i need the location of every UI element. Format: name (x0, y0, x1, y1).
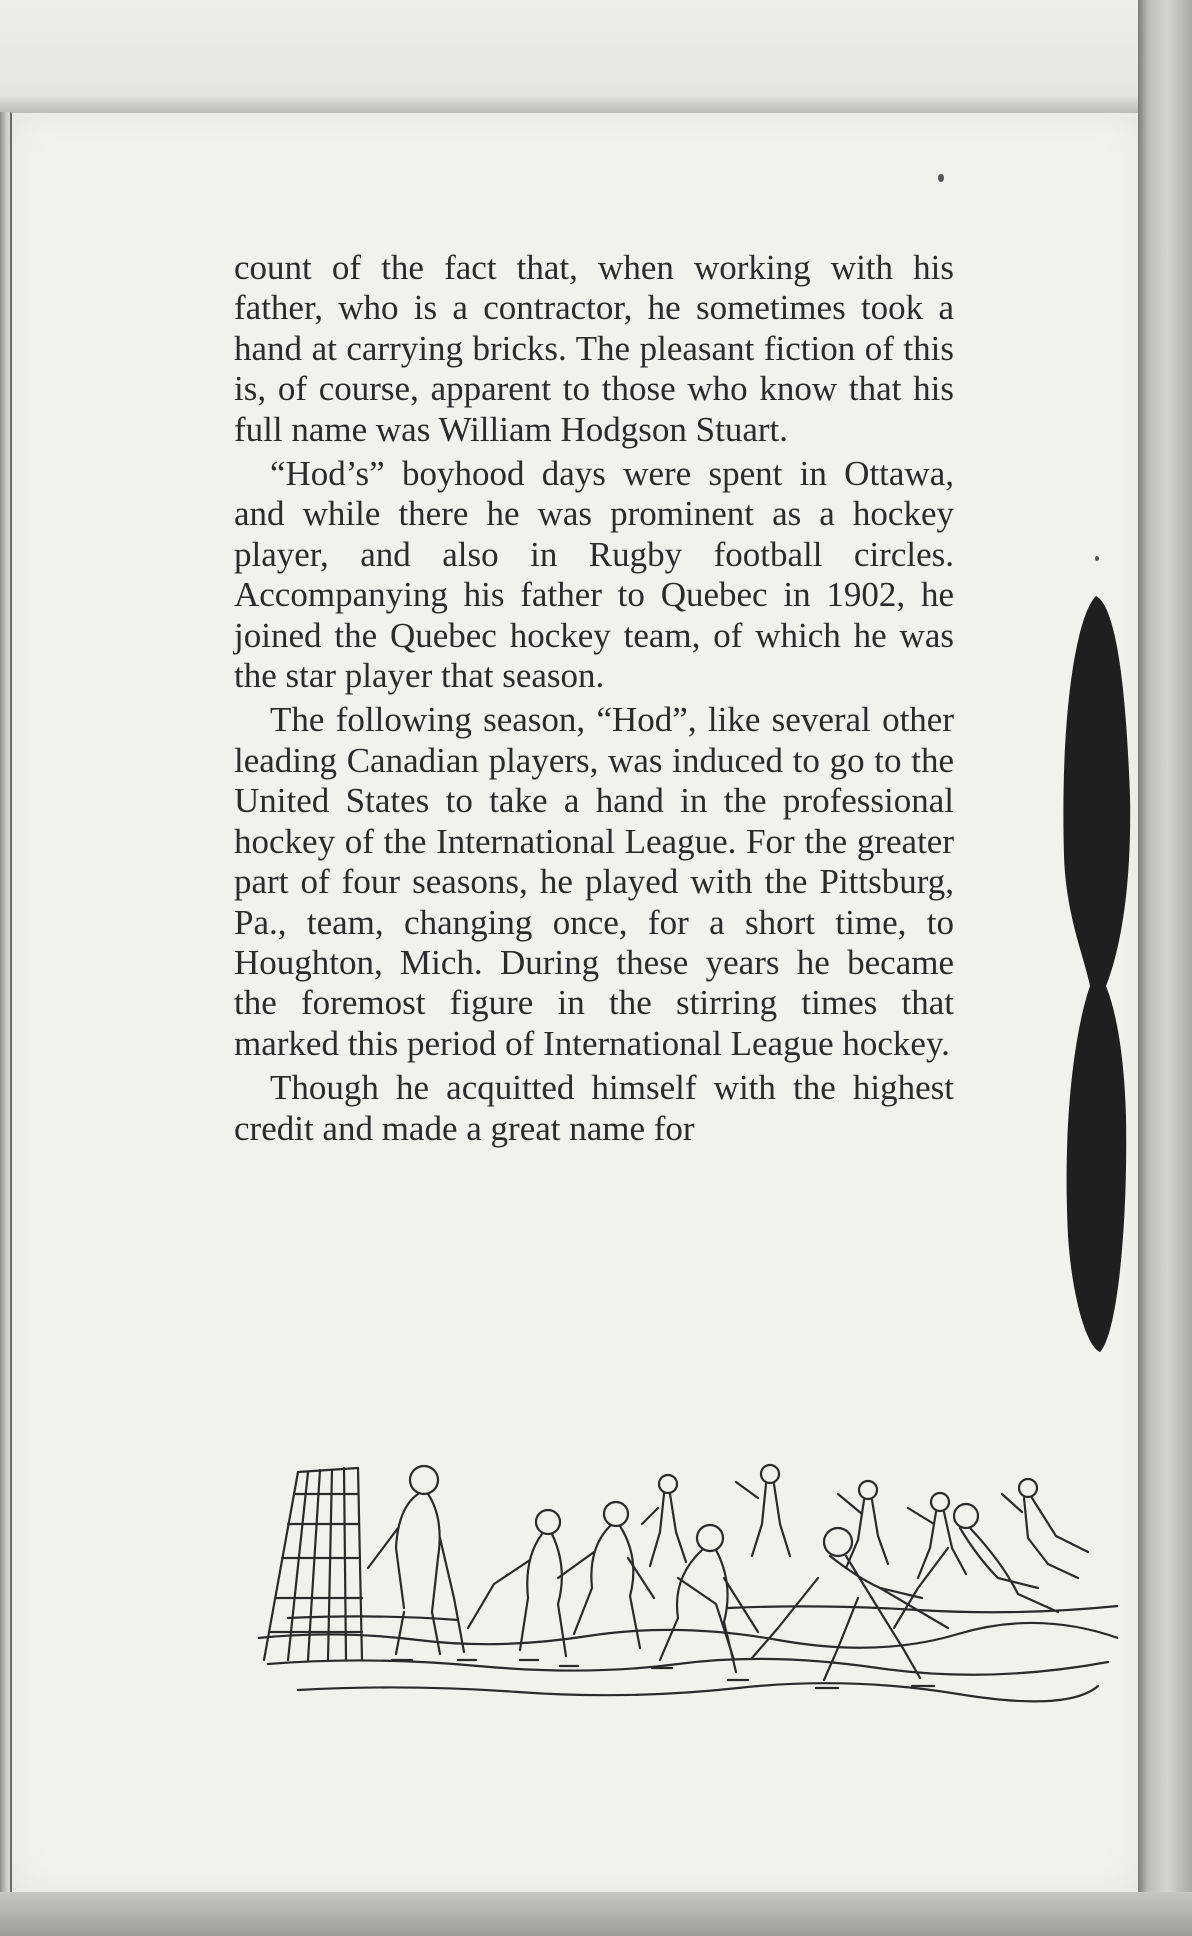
top-page-edge (0, 0, 1192, 112)
paragraph-3: The following season, “Hod”, like several other leading Canadian players, was induced to go to the United States to take a hand in the professional hockey of the International League. For the greater part of four seasons, he played with the Pittsburg, Pa., team, changing once, for a short time, to Houghton, Mich. During these years he became the foremost figure in the stirring times that marked this period of International League hockey. (234, 700, 954, 1063)
dust-speck (1095, 556, 1099, 561)
binding-tape-mark (1056, 596, 1136, 1356)
body-text (234, 248, 954, 1153)
dust-speck (938, 174, 944, 182)
right-page-edge (1138, 0, 1192, 1936)
paragraph-4: Though he acquitted himself with the highest credit and made a great name for (234, 1068, 954, 1148)
hockey-players-illustration (258, 1428, 1118, 1718)
bottom-page-edge (0, 1892, 1192, 1936)
paragraph-2: “Hod’s” boyhood days were spent in Ottawa, and while there he was prominent as a hockey player, and also in Rugby football circles. Accompanying his father to Quebec in 1902, he joined the Quebec hockey team, of which he was the star player that season. (234, 454, 954, 696)
paragraph-1: count of the fact that, when working with his father, who is a contractor, he sometimes took a hand at carrying bricks. The pleasant fiction of this is, of course, apparent to those who know that his full name was William Hodgson Stuart. (234, 248, 954, 449)
